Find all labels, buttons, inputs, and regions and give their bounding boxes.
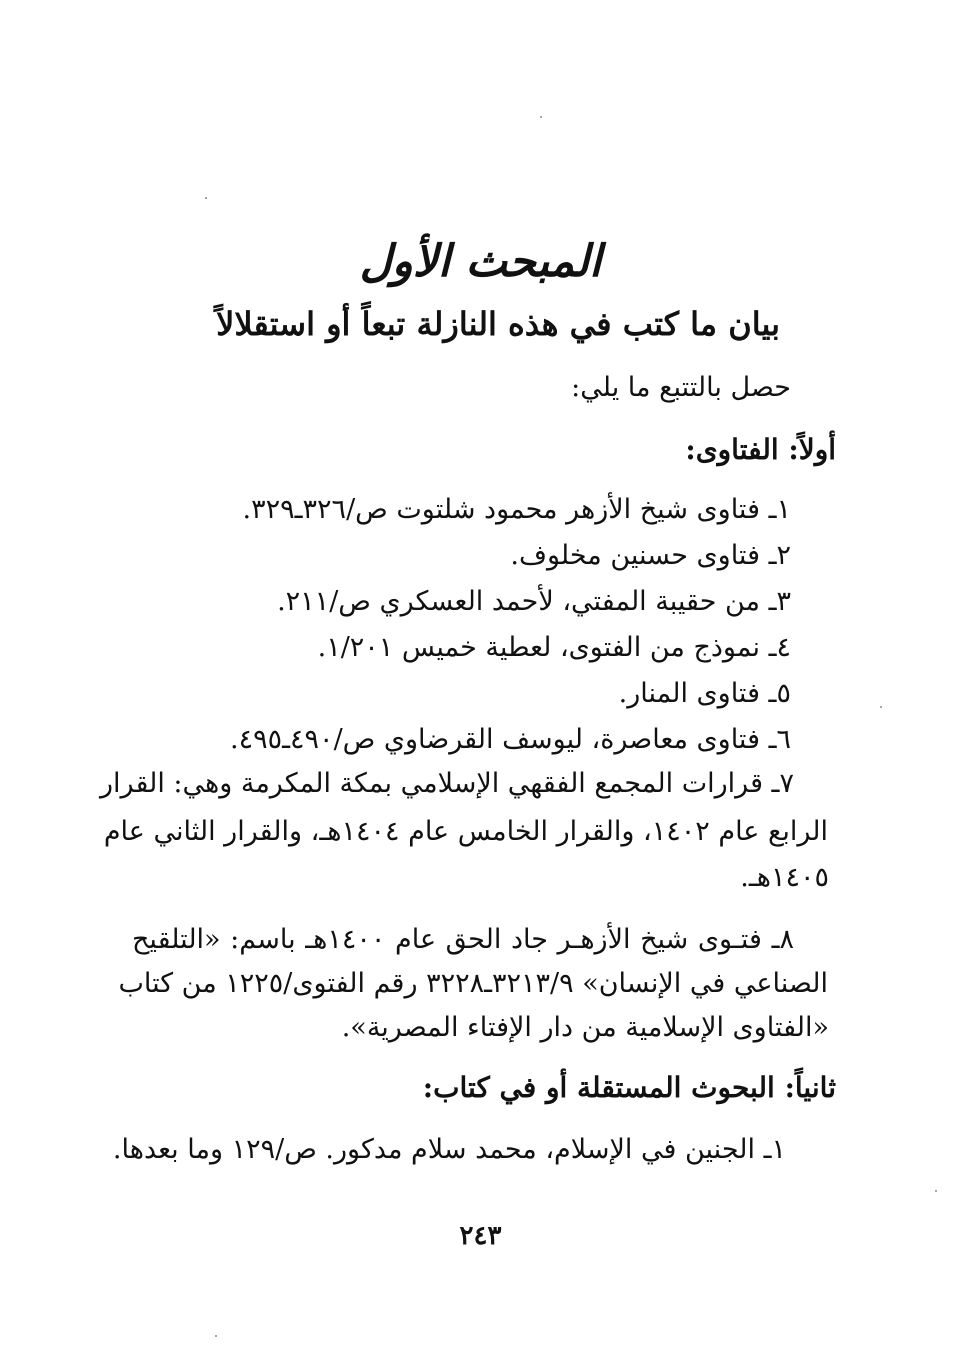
research-item: ١ـ الجنين في الإسلام، محمد سلام مدكور. ص/١٢٩ وما بعدها. xyxy=(112,1134,786,1165)
fatwa-item-8-line1: ٨ـ فتـوى شيخ الأزهـر جاد الحق عام ١٤٠٠هـ باسم: «التلقيح xyxy=(132,924,794,955)
part2-heading: ثانياً: البحوث المستقلة أو في كتاب: xyxy=(422,1071,836,1104)
fatwa-item-7-line3: ١٤٠٥هـ. xyxy=(740,862,829,893)
fatwa-item: ١ـ فتاوى شيخ الأزهر محمود شلتوت ص/٣٢٦ـ٣٢٩. xyxy=(242,494,791,525)
fatwa-item-8-line2: الصناعي في الإنسان» ٣٢١٣/٩ـ٣٢٢٨ رقم الفتوى/١٢٢٥ من كتاب xyxy=(118,968,828,999)
scan-speck xyxy=(205,197,207,199)
fatwa-item: ٦ـ فتاوى معاصرة، ليوسف القرضاوي ص/٤٩٠ـ٤٩٥. xyxy=(230,724,791,755)
chapter-title: المبحث الأول xyxy=(359,236,602,287)
scan-speck xyxy=(215,1335,217,1337)
scan-speck xyxy=(540,116,542,118)
page-number: ٢٤٣ xyxy=(459,1221,502,1251)
fatwa-item: ٢ـ فتاوى حسنين مخلوف. xyxy=(510,540,791,571)
scan-speck xyxy=(935,1190,937,1192)
scan-speck xyxy=(880,706,882,708)
fatwa-item-8-line3: «الفتاوى الإسلامية من دار الإفتاء المصرية». xyxy=(341,1012,829,1043)
fatwa-item-7-line2: الرابع عام ١٤٠٢، والقرار الخامس عام ١٤٠٤هـ، والقرار الثاني عام xyxy=(103,816,828,847)
fatwa-item-7-line1: ٧ـ قرارات المجمع الفقهي الإسلامي بمكة المكرمة وهي: القرار xyxy=(100,768,794,799)
section-title: بيان ما كتب في هذه النازلة تبعاً أو استقلالاً xyxy=(216,305,780,343)
fatwa-item: ٥ـ فتاوى المنار. xyxy=(618,678,791,709)
fatwa-item: ٤ـ نموذج من الفتوى، لعطية خميس ١/٢٠١. xyxy=(317,632,791,663)
part1-heading: أولاً: الفتاوى: xyxy=(685,433,836,466)
fatwa-item: ٣ـ من حقيبة المفتي، لأحمد العسكري ص/٢١١. xyxy=(277,586,791,617)
intro-text: حصل بالتتبع ما يلي: xyxy=(571,372,791,403)
